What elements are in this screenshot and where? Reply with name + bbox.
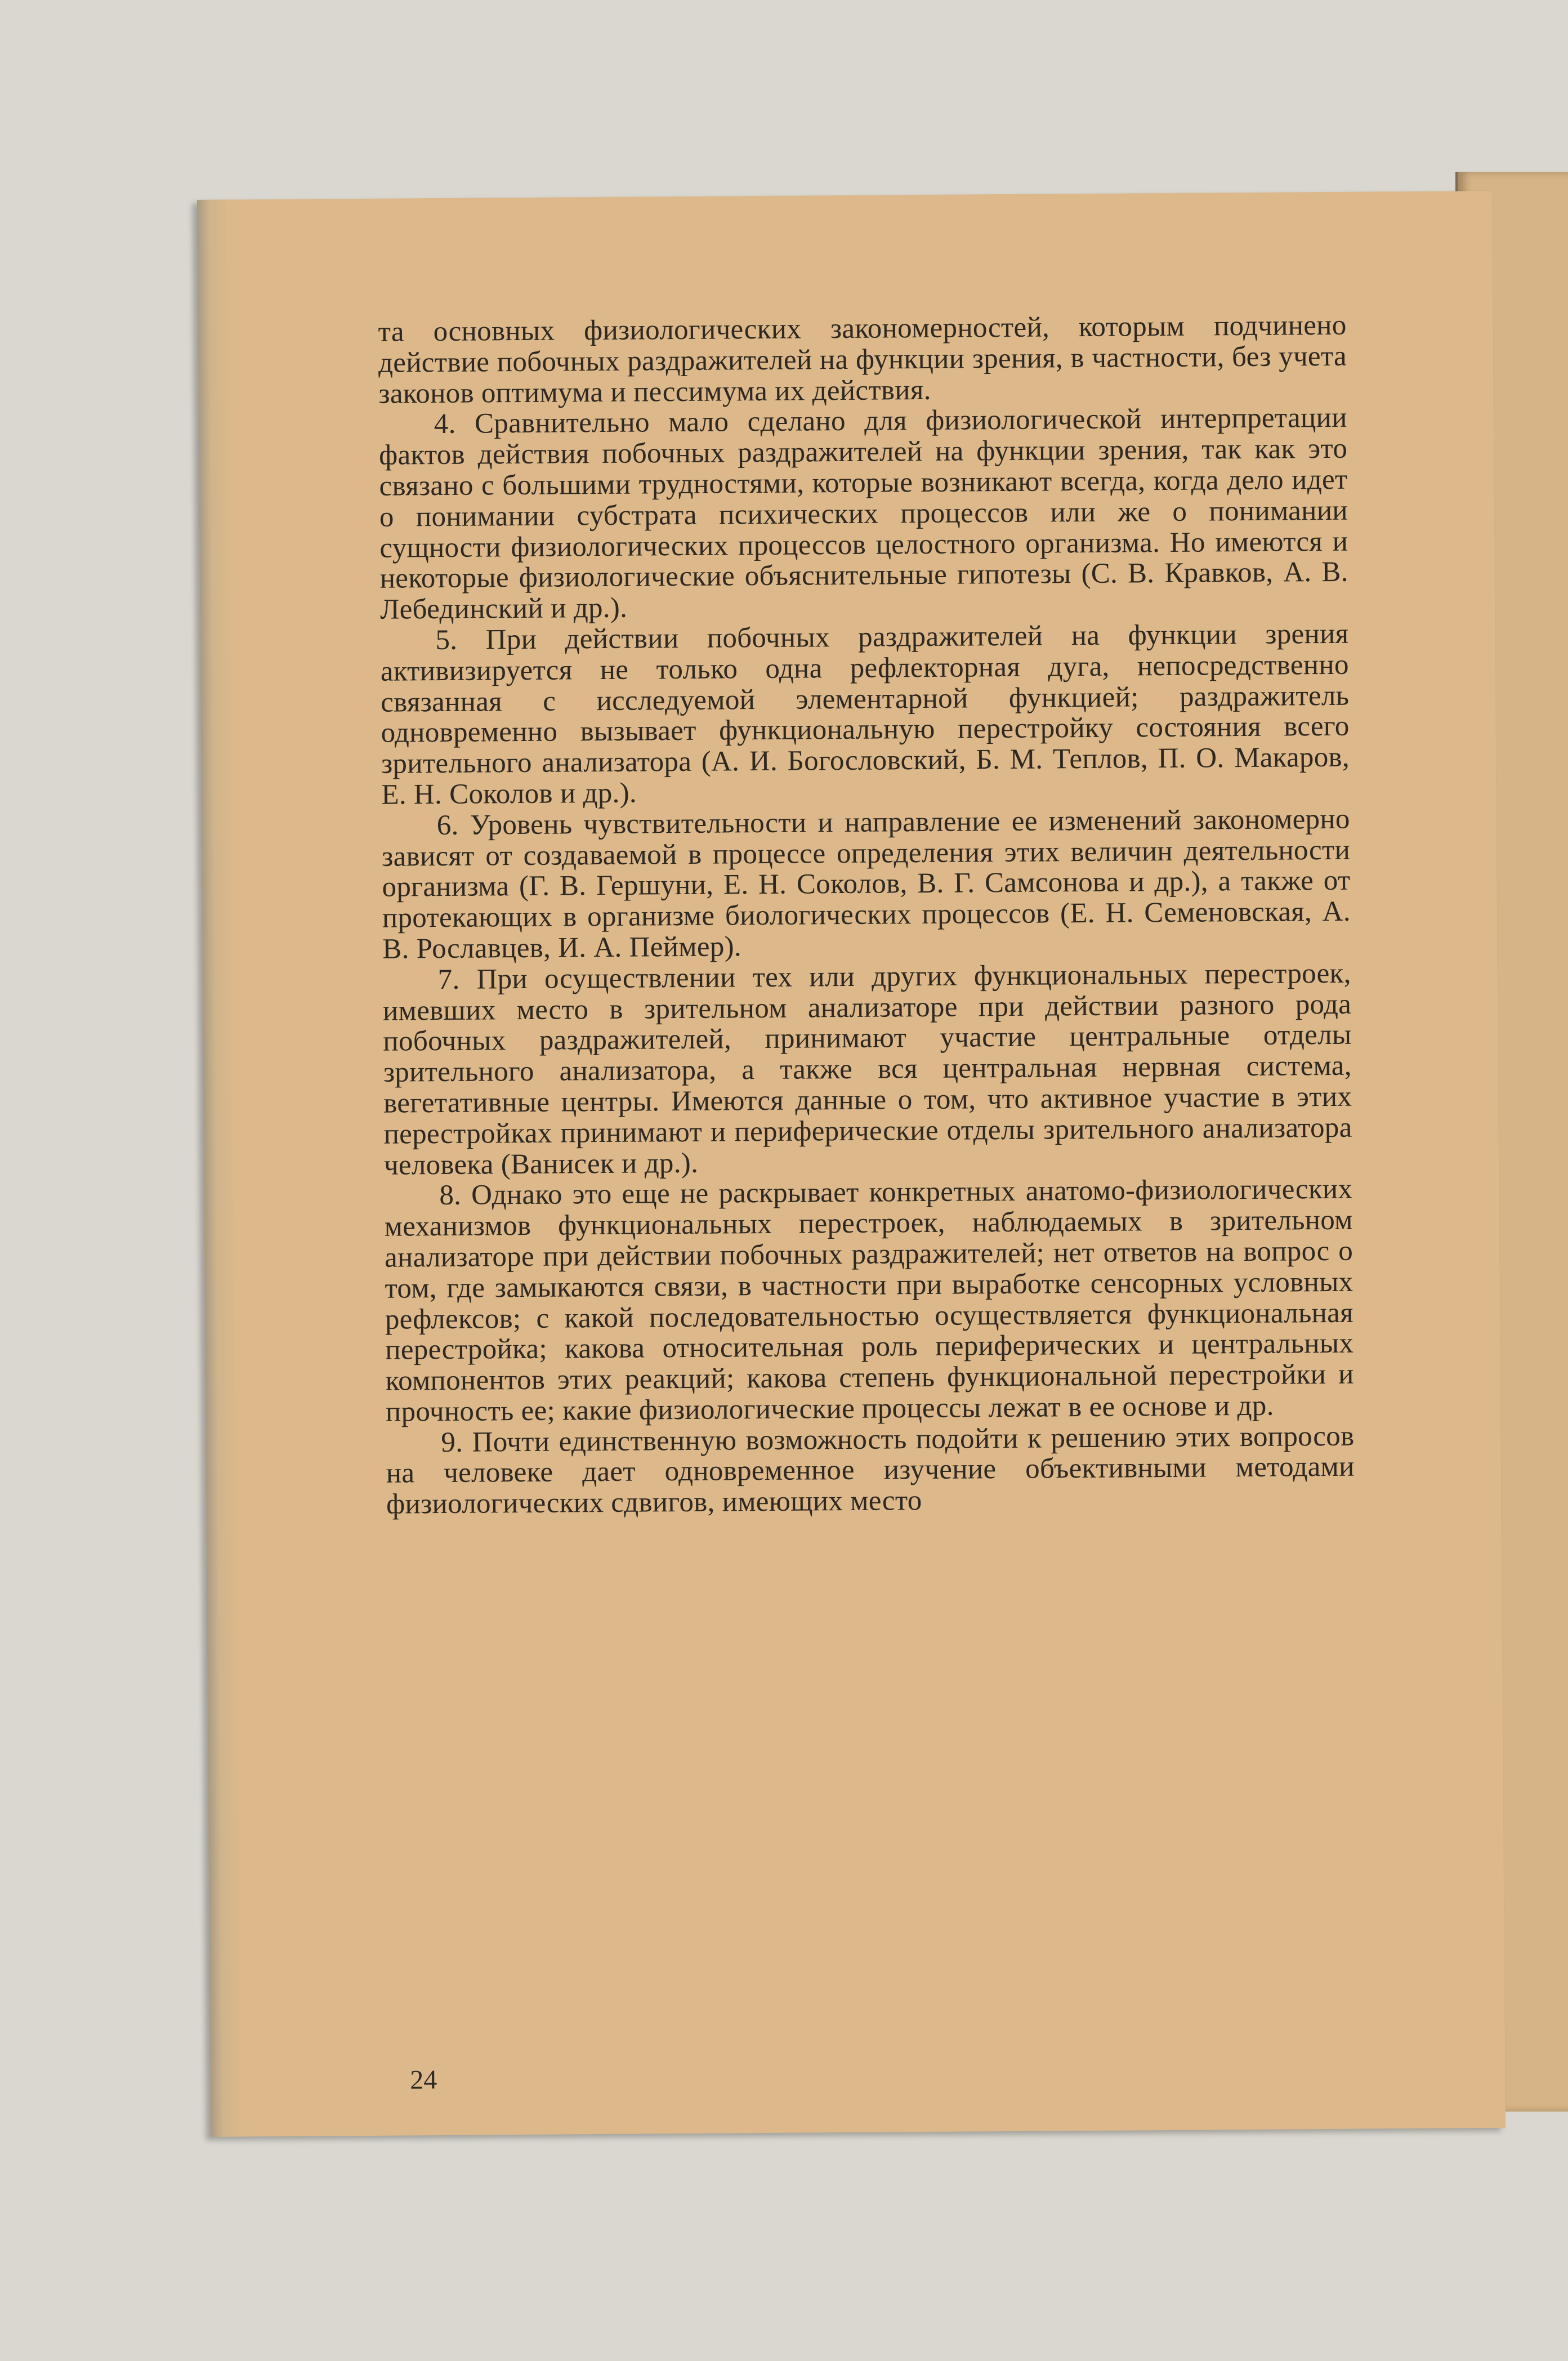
page-edge: [197, 200, 242, 2137]
paragraph-7: 9. Почти единственную возможность подойти к решению этих вопросов на человеке дает одновременное изучение объективными методами физиологических сдвигов, имеющих место: [386, 1420, 1355, 1520]
left-page: [197, 191, 1506, 2137]
paragraph-5: 7. При осуществлении тех или других функциональных перестроек, имевших место в зрительном анализаторе при действии разного рода побочных раздражителей, принимают участие центральные отделы зрительного анализатора, а также вся центральная нервная система, вегетативные центры. Имеются данные о том, что активное участие в этих перестройках принимают и периферические отделы зрительного анализатора человека (Ванисек и др.).: [382, 957, 1352, 1181]
paragraph-4: 6. Уровень чувствительности и направление ее изменений закономерно зависят от создаваемой в процессе определения этих величин деятельности организма (Г. В. Гершуни, Е. Н. Соколов, В. Г. Самсонова и др.), а также от протекающих в организме биологических процессов (Е. Н. Семеновская, А. В. Рославцев, И. А. Пеймер).: [381, 803, 1351, 965]
page-number: 24: [410, 2065, 437, 2095]
paragraph-1: та основных физиологических закономерностей, которым подчинено действие побочных раздражителей на функции зрения, в частности, без учета законов оптимума и пессимума их действия.: [378, 309, 1347, 410]
body-text: [378, 310, 1355, 1520]
paragraph-6: 8. Однако это еще не раскрывает конкретных анатомо-физиологических механизмов функциональных перестроек, наблюдаемых в зрительном анализаторе при действии побочных раздражителей; нет ответов на вопрос о том, где замыкаются связи, в частности при выработке сенсорных условных рефлексов; с какой последовательностью осуществляется функциональная перестройка; какова относительная роль периферических и центральных компонентов этих реакций; какова степень функциональной перестройки и прочность ее; какие физиологические процессы лежат в ее основе и др.: [384, 1173, 1354, 1428]
paragraph-3: 5. При действии побочных раздражителей на функции зрения активизируется не только одна рефлекторная дуга, непосредственно связанная с исследуемой элементарной функцией; раздражитель одновременно вызывает функциональную перестройку состояния всего зрительного анализатора (А. И. Богословский, Б. М. Теплов, П. О. Макаров, Е. Н. Соколов и др.).: [380, 618, 1350, 811]
paragraph-2: 4. Сравнительно мало сделано для физиологической интерпретации фактов действия побочных раздражителей на функции зрения, так как это связано с большими трудностями, которые возникают всегда, когда дело идет о понимании субстрата психических процессов или же о понимании сущности физиологических процессов целостного организма. Но имеются и некоторые физиологические объяснительные гипотезы (С. В. Кравков, А. В. Лебединский и др.).: [378, 402, 1348, 626]
